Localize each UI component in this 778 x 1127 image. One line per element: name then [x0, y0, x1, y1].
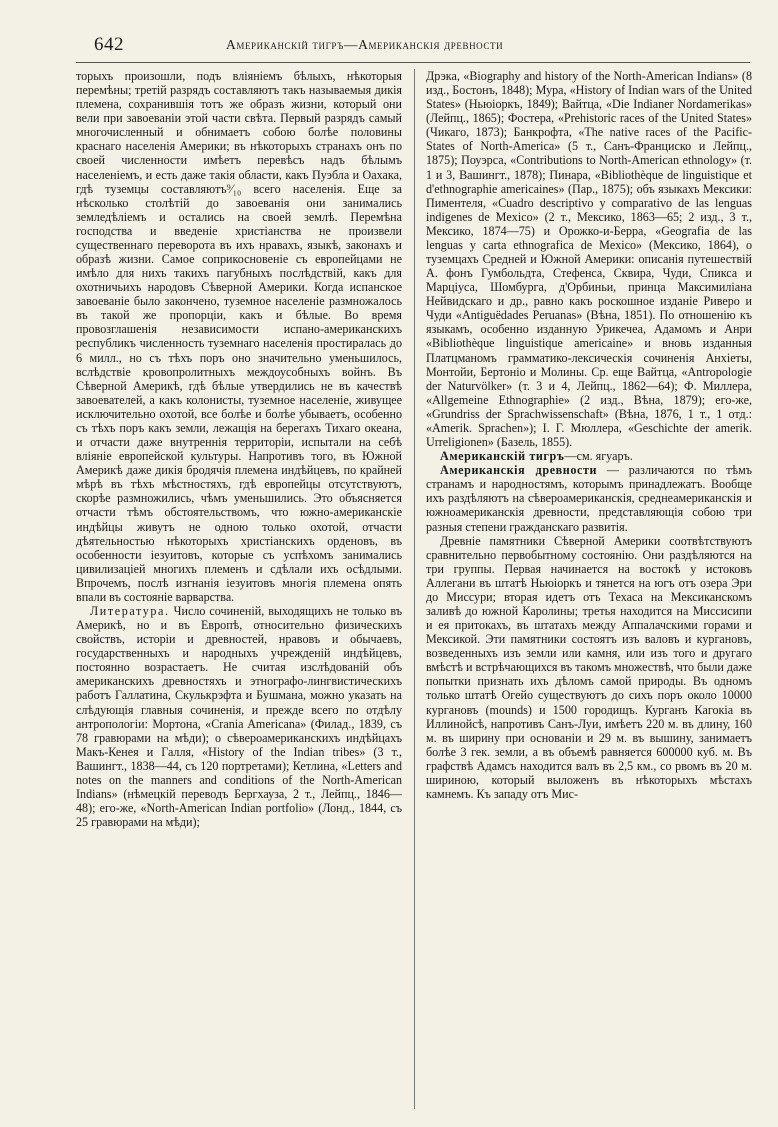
page-number: 642 — [94, 34, 124, 55]
entry-text: —см. ягуаръ. — [564, 449, 633, 464]
left-column — [76, 69, 402, 829]
paragraph: Дрэка, «Biography and history of the North-American Indians» (8 изд., Бостонъ, 1848); Мура, «History of Indian wars of the United States» (Ньюіоркъ, 1849); Вайтца, «Die Indianer Nordamerikas» (Лейпц., 1865); Фостера, «Prehistoric races of the United States» (Чикаго, 1873); Банкрофта, «The native races of the Pacific-States of North-America» (5 т., Санъ-Франциско и Лейпц., 1875); Поуэрса, «Contributions to North-American ethnology» (т. 1 и 3, Вашингт., 1878); Пинара, «Bibliothèque de linguistique et d'ethnographie americaines» (Пар., 1875); объ языкахъ Мексики: Пиментеля, «Cuadro descriptivo y comparativo de las lenguas indigenes de Mexico» (2 т., Мексико, 1863—65; 2 изд., 3 т., Мексико, 1874—75) и Орожко-и-Берра, «Geografia de las lenguas y carta ethnografica de Mexico» (Мексико, 1864), о туземцахъ Средней и Южной Америки: описанія путешествій А. фонъ Гумбольдта, Стефенса, Сквира, Чуди, Спикса и Марціуса, Шомбурга, д'Орбиньи, принца Максимиліана Нейвидскаго и др., равно какъ роскошное изданіе Риверо и Чуди «Antiguëdades Peruanas» (Вѣна, 1851). По отношенію къ языкамъ, особенно изданную Урикечеа, Адамомъ и Анри «Bibliothèque linguistique americaine» и вновь изданныя Платцманомъ грамматико-лексическія сочиненія Анхіеты, Монтойи, Бертоніо и Молины. Ср. еще Вайтца, «Antropologie der Naturvölker» (т. 3 и 4, Лейпц., 1862—64); Ф. Миллера, «Allgemeine Ethnographie» (2 изд., Вѣна, 1879); его-же, «Grundriss der Sprachwissenschaft» (Вѣна, 1876, 1 т., 1 отд.: «Amerik. Sprachen»); I. Г. Мюллера, «Geschichte der amerik. Urreligionen» (Базель, 1855). — [426, 69, 752, 450]
literature-text: Число сочиненій, выходящихъ не только въ Америкѣ, но и въ Европѣ, относительно физическихъ свойствъ, исторіи и древностей, нравовъ и обычаевъ, государственныхъ и народныхъ учрежденій индѣйцевъ, постоянно возрастаетъ. Не считая изслѣдованій объ американскихъ древностяхъ и этнографо-лингвистическихъ работъ Галлатина, Скулькрэфта и Бушмана, можно указать на слѣдующія главныя сочиненія, и прежде всего по отдѣлу антропологіи: Мортона, «Crania Americana» (Филад., 1839, съ 78 гравюрами на мѣди); о сѣвероамериканскихъ индѣйцахъ Макъ-Кенея и Галля, «History of the Indian tribes» (3 т., Вашингт., 1838—44, съ 120 портретами); Кетлина, «Letters and notes on the manners and conditions of the North-American Indians» (нѣмецкій переводъ Бергхауза, 2 т., Лейпц., 1846—48); его-же, «North-American Indian portfolio» (Лонд., 1844, съ 25 гравюрами на мѣди); — [76, 603, 402, 830]
columns — [76, 69, 750, 1127]
entry-text: — различаются по тѣмъ странамъ и народностямъ, которымъ принадлежатъ. Вообще ихъ раздѣляютъ на сѣвероамериканскія, среднеамериканскія и южноамериканскія древности, представляющія собою три разныя степени гражданскаго развитія. — [426, 463, 752, 534]
paragraph: Древніе памятники Сѣверной Америки соотвѣтствуютъ сравнительно первобытному состоянію. Они раздѣляются на три группы. Первая начинается на востокѣ у истоковъ Аллегани въ штатѣ Ньюіоркъ и тянется на югъ отъ озера Эри до Миссури; вторая идетъ отъ Техаса на Мексиканскомъ заливѣ до южной Каролины; третья находится на Миссисипи и ея притокахъ, въ штатахъ между Аппалачскими горами и Мексикой. Эти памятники состоятъ изъ валовъ и кургановъ, возведенныхъ изъ земли или камня, или изъ того и другаго вмѣстѣ и встрѣчающихся въ такомъ множествѣ, что были даже попытки признать ихъ дѣломъ самой природы. Въ одномъ только штатѣ Огейо существуютъ до сихъ поръ около 10000 кургановъ (mounds) и 1500 городищъ. Курганъ Кагокіа въ Иллинойсѣ, напротивъ Санъ-Луи, имѣетъ 220 м. въ длину, 160 м. въ ширину при основаніи и 29 м. въ вышину, занимаетъ болѣе 3 гек. земли, а въ объемѣ равняется 600000 куб. м. Въ графствѣ Адамсъ находится валъ въ 2,5 км., со рвомъ въ 20 м. шириною, который выложенъ въ нѣкоторыхъ мѣстахъ камнемъ. Къ западу отъ Мис- — [426, 533, 752, 801]
running-title: Американскій тигръ—Американскія древности — [226, 37, 504, 52]
entry-headword: Американскій тигръ — [440, 449, 565, 464]
literature-label: Литература. — [90, 603, 170, 618]
header-rule — [76, 62, 750, 63]
entry-headword: Американскія древности — [440, 463, 598, 478]
paragraph: торыхъ произошли, подъ вліяніемъ бѣлыхъ, нѣкоторыя перемѣны; третій разрядъ составляютъ такъ называемыя дикія племена, сохранившія тотъ же образъ жизни, который они вели при завоеваніи этой части свѣта. Первый разрядъ самый многочисленный и обнимаетъ собою болѣе половины краснаго населенія Америки; въ нѣкоторыхъ странахъ онъ по своей численности имѣетъ перевѣсъ надъ бѣлымъ населеніемъ, и есть даже такія области, какъ Пуэбла и Оахака, гдѣ туземцы составляютъ⁹⁄₁₀ всего населенія. Еще за нѣсколько столѣтій до завоеванія они занимались земледѣліемъ и остались на своей землѣ. Перемѣна господства и введеніе христіанства не произвели существеннаго переворота въ ихъ нравахъ, языкѣ, законахъ и образѣ жизни. Самое соприкосновеніе съ европейцами не имѣло для нихъ такихъ пагубныхъ послѣдствій, какъ для охотничьихъ народовъ Сѣверной Америки. Когда испанское завоеваніе было закончено, туземное населеніе размножалось въ такой же пропорціи, какъ и бѣлые. Во время провозглашенія независимости испано-американскихъ республикъ численность туземнаго населенія простиралась до 6 милл., но съ тѣхъ поръ оно значительно уменьшилось, вслѣдствіе кровопролитныхъ междоусобныхъ войнъ. Въ Сѣверной Америкѣ, гдѣ бѣлые утвердились не въ качествѣ завоевателей, а какъ колонисты, туземное населеніе, живущее исключительно охотой, все болѣе и болѣе убываетъ, особенно съ тѣхъ поръ какъ земли, лежащія на берегахъ Тихаго океана, и отчасти даже внутреннія территоріи, испытали на себѣ вліяніе европейской культуры. Напротивъ того, въ Южной Америкѣ даже дикія бродячія племена индѣйцевъ, по крайней мѣрѣ въ тѣхъ мѣстностяхъ, гдѣ европейцы отсутствуютъ, скорѣе размножились, чѣмъ уменьшились. Это объясняется отчасти тѣмъ обстоятельствомъ, что южно-американскіе индѣйцы живутъ не одною только охотой, отчасти дѣятельностью нѣкоторыхъ христіанскихъ орденовъ, въ особенности іезуитовъ, которые съ успѣхомъ занимались цивилизаціей многихъ племенъ и сдѣлали ихъ осѣдлыми. Впрочемъ, послѣ изгнанія іезуитовъ многія племена опять впали въ состояніе варварства. — [76, 69, 402, 604]
right-column — [426, 69, 752, 801]
entry-american-tiger — [426, 449, 752, 463]
column-divider — [414, 69, 415, 1109]
entry-american-antiquities — [426, 463, 752, 533]
page-header — [76, 34, 750, 60]
literature-paragraph — [76, 604, 402, 829]
